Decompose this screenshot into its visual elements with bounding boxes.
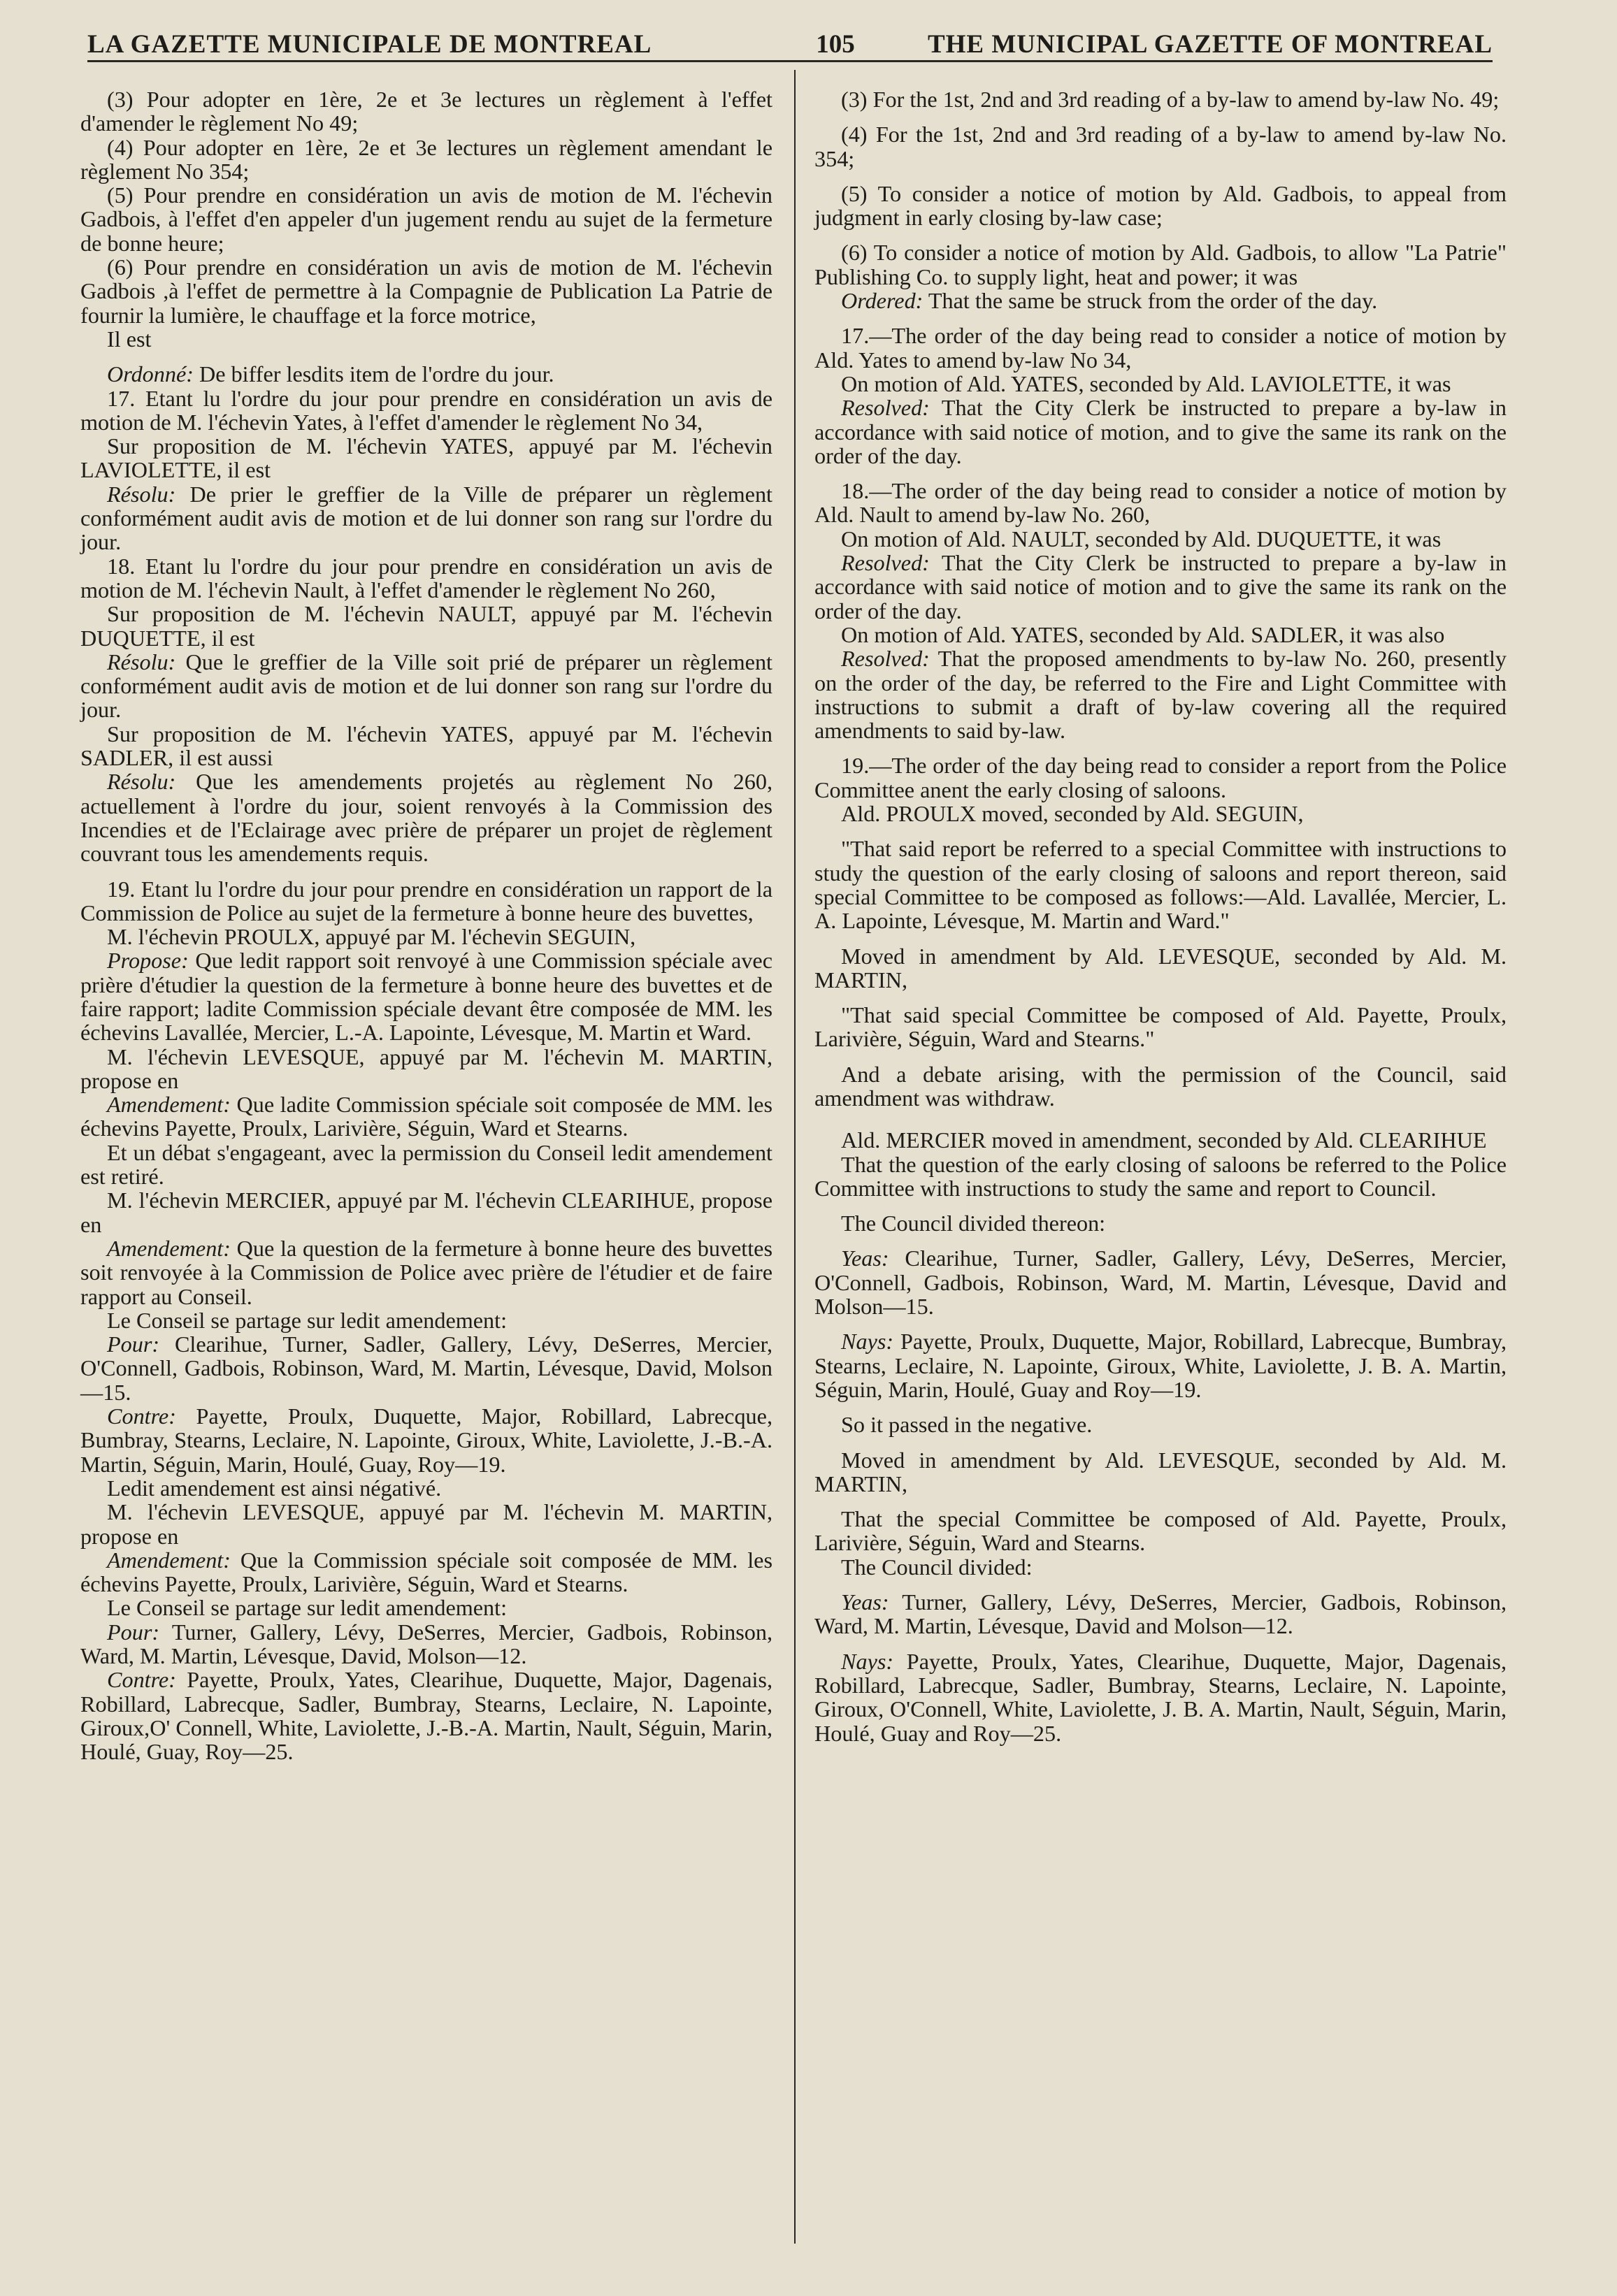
paragraph: Ordered: That the same be struck from the order of the day.	[841, 288, 1378, 314]
paragraph: "That said special Committee be composed of Ald. Payette, Proulx, Larivière, Séguin, Ward and Stearns."	[814, 1002, 1507, 1052]
paragraph: Amendement: Que ladite Commission spéciale soit composée de MM. les échevins Payette, Proulx, Larivière, Séguin, Ward et Stearns.	[80, 1092, 772, 1141]
header-rule	[87, 60, 1493, 62]
paragraph: Il est	[107, 326, 152, 352]
paragraph: M. l'échevin PROULX, appuyé par M. l'échevin SEGUIN,	[107, 924, 636, 950]
paragraph: Le Conseil se partage sur ledit amendement:	[107, 1307, 508, 1333]
paragraph: Resolved: That the City Clerk be instructed to prepare a by-law in accordance with said notice of motion and to give the same its rank on the order of the day.	[814, 550, 1507, 623]
paragraph: Résolu: Que le greffier de la Ville soit prié de préparer un règlement conformément audit avis de motion et de lui donner son rang sur l'ordre du jour.	[80, 649, 772, 723]
paragraph: 19.—The order of the day being read to consider a report from the Police Committee anent the early closing of saloons.	[814, 753, 1507, 802]
paragraph: Ordonné: De biffer lesdits item de l'ordre du jour.	[107, 361, 554, 387]
paragraph: Le Conseil se partage sur ledit amendement:	[107, 1595, 508, 1621]
french-column	[80, 87, 772, 1763]
paragraph: Sur proposition de M. l'échevin YATES, appuyé par M. l'échevin SADLER, il est aussi	[80, 721, 772, 771]
paragraph: On motion of Ald. NAULT, seconded by Ald. DUQUETTE, it was	[841, 526, 1442, 551]
paragraph: Résolu: De prier le greffier de la Ville de préparer un règlement conformément audit avis de motion et de lui donner son rang sur l'ordre du jour.	[80, 481, 772, 555]
paragraph: Resolved: That the City Clerk be instructed to prepare a by-law in accordance with said notice of motion, and to give the same its rank on the order of the day.	[814, 395, 1507, 468]
paragraph: (5) To consider a notice of motion by Ald. Gadbois, to appeal from judgment in early closing by-law case;	[814, 180, 1507, 231]
paragraph: The Council divided:	[841, 1554, 1033, 1580]
paragraph: (6) To consider a notice of motion by Ald. Gadbois, to allow "La Patrie" Publishing Co. to supply light, heat and power; it was	[814, 240, 1507, 289]
paragraph: 18. Etant lu l'ordre du jour pour prendre en considération un avis de motion de M. l'échevin Nault, à l'effet d'amender le règlement No 260,	[80, 553, 772, 602]
paragraph: Resolved: That the proposed amendments to by-law No. 260, presently on the order of the day, be referred to the Fire and Light Committee with instructions to submit a draft of by-law covering all the required amendments to said by-law.	[814, 646, 1507, 744]
paragraph: (5) Pour prendre en considération un avis de motion de M. l'échevin Gadbois, à l'effet d'en appeler d'un jugement rendu au sujet de la fermeture de bonne heure;	[80, 182, 772, 256]
paragraph: 17.—The order of the day being read to consider a notice of motion by Ald. Yates to amend by-law No 34,	[814, 323, 1507, 373]
paragraph: 19. Etant lu l'ordre du jour pour prendre en considération un rapport de la Commission de Police au sujet de la fermeture à bonne heure des buvettes,	[80, 876, 772, 925]
paragraph: Sur proposition de M. l'échevin YATES, appuyé par M. l'échevin LAVIOLETTE, il est	[80, 433, 772, 483]
paragraph: On motion of Ald. YATES, seconded by Ald. LAVIOLETTE, it was	[841, 370, 1451, 396]
paragraph: Propose: Que ledit rapport soit renvoyé à une Commission spéciale avec prière d'étudier la question de la fermeture à bonne heure des buvettes et de faire rapport; ladite Commission spéciale devant être composée de MM. les échevins Lavallée, Mercier, L.-A. Lapointe, Lévesque, M. Martin et Ward.	[80, 948, 772, 1046]
paragraph: Sur proposition de M. l'échevin NAULT, appuyé par M. l'échevin DUQUETTE, il est	[80, 601, 772, 651]
paragraph: (6) Pour prendre en considération un avis de motion de M. l'échevin Gadbois ,à l'effet de permettre à la Compagnie de Publication La Patrie de fournir la lumière, le chauffage et la force motrice,	[80, 254, 772, 328]
paragraph: Nays: Payette, Proulx, Yates, Clearihue, Duquette, Major, Dagenais, Robillard, Labrecque, Sadler, Bumbray, Stearns, Leclaire, N. Lapointe, Giroux, O'Connell, White, Laviolette, J. B. A. Martin, Nault, Séguin, Marin, Houlé, Guay and Roy—25.	[814, 1648, 1507, 1746]
paragraph: And a debate arising, with the permission of the Council, said amendment was withdraw.	[814, 1061, 1507, 1111]
paragraph: (4) Pour adopter en 1ère, 2e et 3e lectures un règlement amendant le règlement No 354;	[80, 134, 772, 184]
page-number: 105	[816, 30, 855, 59]
paragraph: Moved in amendment by Ald. LEVESQUE, seconded by Ald. M. MARTIN,	[814, 1447, 1507, 1496]
paragraph: Nays: Payette, Proulx, Duquette, Major, Robillard, Labrecque, Bumbray, Stearns, Leclaire, N. Lapointe, Giroux, White, Laviolette, J. B. A. Martin, Séguin, Marin, Houlé, Guay and Roy—19.	[814, 1329, 1507, 1402]
paragraph: Yeas: Turner, Gallery, Lévy, DeSerres, Mercier, Gadbois, Robinson, Ward, M. Martin, Lévesque, David and Molson—12.	[814, 1589, 1507, 1639]
paragraph: That the special Committee be composed of Ald. Payette, Proulx, Larivière, Séguin, Ward and Stearns.	[814, 1506, 1507, 1556]
paragraph: Contre: Payette, Proulx, Duquette, Major, Robillard, Labrecque, Bumbray, Stearns, Leclaire, N. Lapointe, Giroux, White, Laviolette, J.-B.-A. Martin, Séguin, Marin, Houlé, Guay, Roy—19.	[80, 1403, 772, 1477]
paragraph: Ald. PROULX moved, seconded by Ald. SEGUIN,	[841, 801, 1304, 827]
paragraph: On motion of Ald. YATES, seconded by Ald. SADLER, it was also	[841, 621, 1445, 647]
paragraph: That the question of the early closing of saloons be referred to the Police Committee with instructions to study the same and report to Council.	[814, 1151, 1507, 1201]
header-french-title: LA GAZETTE MUNICIPALE DE MONTREAL	[87, 30, 652, 59]
page-header	[87, 21, 1493, 63]
paragraph: (4) For the 1st, 2nd and 3rd reading of a by-law to amend by-law No. 354;	[814, 122, 1507, 171]
english-column	[814, 87, 1507, 1745]
paragraph: Amendement: Que la Commission spéciale soit composée de MM. les échevins Payette, Proulx, Larivière, Séguin, Ward et Stearns.	[80, 1547, 772, 1597]
paragraph: (3) Pour adopter en 1ère, 2e et 3e lectures un règlement à l'effet d'amender le règlement No 49;	[80, 87, 772, 136]
paragraph: Ledit amendement est ainsi négativé.	[107, 1475, 442, 1501]
paragraph: Pour: Turner, Gallery, Lévy, DeSerres, Mercier, Gadbois, Robinson, Ward, M. Martin, Lévesque, David, Molson—12.	[80, 1619, 772, 1668]
paragraph: So it passed in the negative.	[841, 1412, 1093, 1438]
paragraph: "That said report be referred to a special Committee with instructions to study the question of the early closing of saloons and report thereon, said special Committee to be composed as follows:—Ald. Lavallée, Mercier, L. A. Lapointe, Lévesque, M. Martin and Ward."	[814, 836, 1507, 934]
paragraph: 18.—The order of the day being read to consider a notice of motion by Ald. Nault to amend by-law No. 260,	[814, 478, 1507, 528]
paragraph: M. l'échevin LEVESQUE, appuyé par M. l'échevin M. MARTIN, propose en	[80, 1044, 772, 1093]
header-english-title: THE MUNICIPAL GAZETTE OF MONTREAL	[927, 30, 1493, 59]
paragraph: Pour: Clearihue, Turner, Sadler, Gallery, Lévy, DeSerres, Mercier, O'Connell, Gadbois, Robinson, Ward, M. Martin, Lévesque, David, Molson—15.	[80, 1331, 772, 1405]
paragraph: 17. Etant lu l'ordre du jour pour prendre en considération un avis de motion de M. l'échevin Yates, à l'effet d'amender le règlement No 34,	[80, 385, 772, 435]
paragraph: Résolu: Que les amendements projetés au règlement No 260, actuellement à l'ordre du jour, soient renvoyés à la Commission des Incendies et de l'Eclairage avec prière de préparer un projet de règlement couvrant tous les amendements requis.	[80, 769, 772, 867]
paragraph: Yeas: Clearihue, Turner, Sadler, Gallery, Lévy, DeSerres, Mercier, O'Connell, Gadbois, Robinson, Ward, M. Martin, Lévesque, David and Molson—15.	[814, 1246, 1507, 1320]
paragraph: M. l'échevin LEVESQUE, appuyé par M. l'échevin M. MARTIN, propose en	[80, 1499, 772, 1549]
column-divider	[794, 70, 796, 2244]
paragraph: (3) For the 1st, 2nd and 3rd reading of a by-law to amend by-law No. 49;	[841, 87, 1500, 112]
paragraph: Et un débat s'engageant, avec la permission du Conseil ledit amendement est retiré.	[80, 1139, 772, 1190]
paragraph: Ald. MERCIER moved in amendment, seconded by Ald. CLEARIHUE	[841, 1127, 1487, 1153]
paragraph: M. l'échevin MERCIER, appuyé par M. l'échevin CLEARIHUE, propose en	[80, 1187, 772, 1237]
paragraph: Contre: Payette, Proulx, Yates, Clearihue, Duquette, Major, Dagenais, Robillard, Labrecque, Sadler, Bumbray, Stearns, Leclaire, N. Lapointe, Giroux,O' Connell, White, Laviolette, J.-B.-A. Martin, Nault, Séguin, Marin, Houlé, Guay, Roy—25.	[80, 1667, 772, 1765]
paragraph: The Council divided thereon:	[841, 1211, 1106, 1236]
paragraph: Amendement: Que la question de la fermeture à bonne heure des buvettes soit renvoyée à la Commission de Police avec prière de l'étudier et de faire rapport au Conseil.	[80, 1235, 772, 1309]
paragraph: Moved in amendment by Ald. LEVESQUE, seconded by Ald. M. MARTIN,	[814, 943, 1507, 992]
